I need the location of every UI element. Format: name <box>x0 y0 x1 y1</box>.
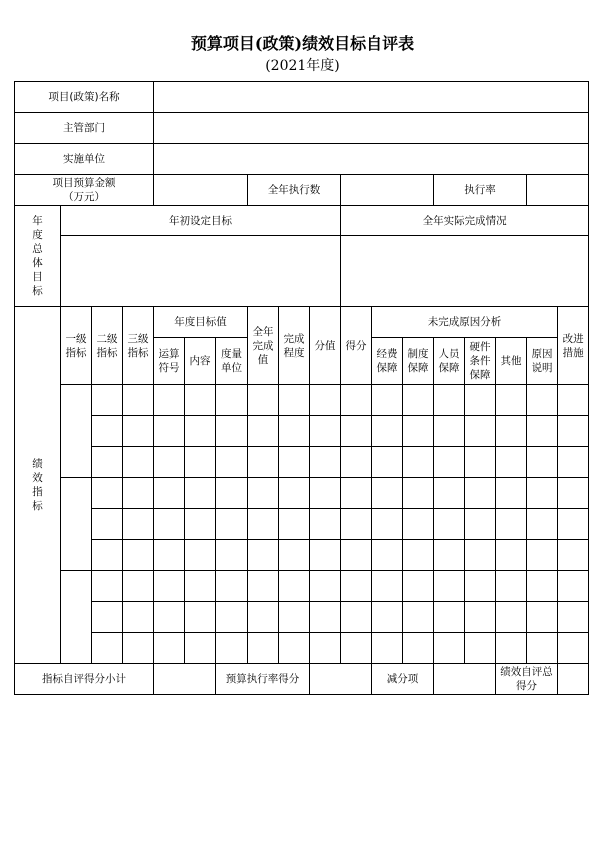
data-cell[interactable] <box>372 478 403 509</box>
performance-char: 标 <box>32 500 43 512</box>
data-cell[interactable] <box>372 602 403 633</box>
overall-goal-char: 年 <box>32 215 43 227</box>
data-cell[interactable] <box>465 633 496 664</box>
col-improvement-line: 措施 <box>562 346 584 359</box>
data-cell[interactable] <box>216 571 248 602</box>
col-reason-desc-line: 原因 <box>531 348 553 360</box>
data-cell[interactable] <box>465 447 496 478</box>
data-cell[interactable] <box>527 416 558 447</box>
data-cell[interactable] <box>216 509 248 540</box>
budget-amount-field[interactable] <box>154 175 248 206</box>
form-subtitle: (2021年度) <box>265 58 340 74</box>
evaluation-form-table <box>14 81 589 695</box>
data-cell[interactable] <box>185 416 216 447</box>
data-cell[interactable] <box>434 509 465 540</box>
performance-char: 指 <box>32 486 43 498</box>
data-cell[interactable] <box>185 447 216 478</box>
data-cell[interactable] <box>92 447 123 478</box>
data-cell[interactable] <box>465 416 496 447</box>
col-funding-line: 经费 <box>376 348 398 360</box>
col-completion-degree-line: 完成 <box>283 332 305 345</box>
data-cell[interactable] <box>434 571 465 602</box>
data-cell[interactable] <box>558 633 589 664</box>
deduction-label: 减分项 <box>372 664 434 695</box>
data-cell[interactable] <box>279 416 310 447</box>
indicator-row <box>15 385 589 416</box>
department-field[interactable] <box>154 113 589 144</box>
data-cell[interactable] <box>403 540 434 571</box>
col-system <box>403 338 434 385</box>
data-cell[interactable] <box>434 416 465 447</box>
data-cell[interactable] <box>154 385 185 416</box>
data-cell[interactable] <box>341 385 372 416</box>
data-cell[interactable] <box>310 416 341 447</box>
col-content: 内容 <box>185 338 216 385</box>
data-cell[interactable] <box>123 478 154 509</box>
data-cell[interactable] <box>372 509 403 540</box>
data-cell[interactable] <box>496 447 527 478</box>
data-cell[interactable] <box>123 602 154 633</box>
deduction-field[interactable] <box>434 664 496 695</box>
data-cell[interactable] <box>123 571 154 602</box>
performance-char: 绩 <box>32 458 43 470</box>
data-cell[interactable] <box>465 478 496 509</box>
data-cell[interactable] <box>92 385 123 416</box>
overall-goal-char: 目 <box>32 271 43 283</box>
col-reason-analysis: 未完成原因分析 <box>372 307 558 338</box>
data-cell[interactable] <box>154 602 185 633</box>
col-level2-line: 指标 <box>96 346 118 359</box>
data-cell[interactable] <box>123 416 154 447</box>
data-cell[interactable] <box>248 509 279 540</box>
department-label: 主管部门 <box>15 113 154 144</box>
data-cell[interactable] <box>92 478 123 509</box>
data-cell[interactable] <box>310 509 341 540</box>
initial-goal-field[interactable] <box>61 236 341 307</box>
level1-cell[interactable] <box>61 478 92 571</box>
col-annual-completion-line: 完成 <box>252 339 274 352</box>
level1-cell[interactable] <box>61 385 92 478</box>
col-unit-line: 单位 <box>221 362 243 374</box>
col-improvement <box>558 307 589 385</box>
col-funding-line: 保障 <box>376 362 398 374</box>
project-name-field[interactable] <box>154 82 589 113</box>
indicator-row <box>15 416 589 447</box>
data-cell[interactable] <box>248 540 279 571</box>
col-annual-completion-line: 值 <box>257 353 269 366</box>
data-cell[interactable] <box>216 540 248 571</box>
col-personnel <box>434 338 465 385</box>
data-cell[interactable] <box>527 540 558 571</box>
col-level1-indicator <box>61 307 92 385</box>
data-cell[interactable] <box>123 540 154 571</box>
data-cell[interactable] <box>279 571 310 602</box>
col-operator-line: 运算 <box>158 348 180 360</box>
total-score-label: 绩效自评总得分 <box>496 664 558 695</box>
data-cell[interactable] <box>310 385 341 416</box>
data-cell[interactable] <box>154 416 185 447</box>
data-cell[interactable] <box>92 509 123 540</box>
indicator-row <box>15 571 589 602</box>
col-level2-indicator <box>92 307 123 385</box>
col-level2-line: 二级 <box>96 332 118 345</box>
data-cell[interactable] <box>403 478 434 509</box>
col-annual-target: 年度目标值 <box>154 307 248 338</box>
overall-goal-char: 度 <box>32 229 43 241</box>
data-cell[interactable] <box>465 385 496 416</box>
footer-row <box>15 664 589 695</box>
data-cell[interactable] <box>248 602 279 633</box>
col-system-line: 制度 <box>407 348 429 360</box>
data-cell[interactable] <box>279 509 310 540</box>
col-funding <box>372 338 403 385</box>
data-cell[interactable] <box>279 447 310 478</box>
data-cell[interactable] <box>185 540 216 571</box>
data-cell[interactable] <box>527 602 558 633</box>
col-level3-line: 指标 <box>127 346 149 359</box>
col-hardware-line: 条件 <box>469 355 491 367</box>
indicator-row <box>15 447 589 478</box>
data-cell[interactable] <box>341 509 372 540</box>
total-score-field[interactable] <box>558 664 589 695</box>
data-cell[interactable] <box>248 571 279 602</box>
data-cell[interactable] <box>558 509 589 540</box>
data-cell[interactable] <box>372 416 403 447</box>
indicator-row <box>15 633 589 664</box>
col-level3-line: 三级 <box>127 332 149 345</box>
col-hardware-line: 硬件 <box>469 341 491 353</box>
data-cell[interactable] <box>185 385 216 416</box>
col-unit <box>216 338 248 385</box>
indicator-row <box>15 602 589 633</box>
overall-goal-label <box>15 206 61 307</box>
col-personnel-line: 人员 <box>438 348 460 360</box>
col-operator-line: 符号 <box>158 362 180 374</box>
data-cell[interactable] <box>341 633 372 664</box>
data-cell[interactable] <box>496 509 527 540</box>
data-cell[interactable] <box>341 602 372 633</box>
data-cell[interactable] <box>216 447 248 478</box>
col-reason-desc <box>527 338 558 385</box>
data-cell[interactable] <box>434 447 465 478</box>
data-cell[interactable] <box>558 602 589 633</box>
annual-execution-field[interactable] <box>341 175 434 206</box>
data-cell[interactable] <box>403 602 434 633</box>
indicator-row <box>15 509 589 540</box>
data-cell[interactable] <box>154 571 185 602</box>
data-cell[interactable] <box>341 447 372 478</box>
data-cell[interactable] <box>248 447 279 478</box>
initial-goal-label: 年初设定目标 <box>61 206 341 236</box>
col-other: 其他 <box>496 338 527 385</box>
data-cell[interactable] <box>372 447 403 478</box>
data-cell[interactable] <box>279 478 310 509</box>
data-cell[interactable] <box>527 478 558 509</box>
form-title: 预算项目(政策)绩效目标自评表 <box>190 34 415 53</box>
data-cell[interactable] <box>310 633 341 664</box>
budget-score-label: 预算执行率得分 <box>216 664 310 695</box>
implementing-unit-label: 实施单位 <box>15 144 154 175</box>
data-cell[interactable] <box>496 633 527 664</box>
data-cell[interactable] <box>434 478 465 509</box>
data-cell[interactable] <box>123 509 154 540</box>
overall-goal-char: 标 <box>32 285 43 297</box>
data-cell[interactable] <box>310 478 341 509</box>
performance-indicator-label <box>15 307 61 664</box>
data-cell[interactable] <box>216 385 248 416</box>
col-unit-line: 度量 <box>221 348 243 360</box>
data-cell[interactable] <box>372 571 403 602</box>
data-cell[interactable] <box>310 602 341 633</box>
execution-rate-label: 执行率 <box>434 175 527 206</box>
data-cell[interactable] <box>403 385 434 416</box>
data-cell[interactable] <box>279 633 310 664</box>
data-cell[interactable] <box>185 478 216 509</box>
col-level3-indicator <box>123 307 154 385</box>
data-cell[interactable] <box>496 571 527 602</box>
data-cell[interactable] <box>434 385 465 416</box>
data-cell[interactable] <box>496 385 527 416</box>
data-cell[interactable] <box>154 447 185 478</box>
execution-rate-field[interactable] <box>527 175 589 206</box>
col-improvement-line: 改进 <box>562 332 584 345</box>
data-cell[interactable] <box>527 571 558 602</box>
overall-goal-char: 总 <box>32 243 43 255</box>
data-cell[interactable] <box>558 447 589 478</box>
data-cell[interactable] <box>527 633 558 664</box>
data-cell[interactable] <box>279 540 310 571</box>
data-cell[interactable] <box>341 571 372 602</box>
col-annual-completion <box>248 307 279 385</box>
data-cell[interactable] <box>310 540 341 571</box>
budget-amount-label-line2: （万元） <box>63 191 105 203</box>
col-hardware <box>465 338 496 385</box>
implementing-unit-field[interactable] <box>154 144 589 175</box>
col-level1-line: 指标 <box>65 346 87 359</box>
actual-completion-field[interactable] <box>341 236 589 307</box>
data-cell[interactable] <box>434 602 465 633</box>
data-cell[interactable] <box>558 416 589 447</box>
data-cell[interactable] <box>496 602 527 633</box>
actual-completion-label: 全年实际完成情况 <box>341 206 589 236</box>
data-cell[interactable] <box>154 633 185 664</box>
data-cell[interactable] <box>185 509 216 540</box>
col-score: 得分 <box>341 307 372 385</box>
data-cell[interactable] <box>341 478 372 509</box>
col-score-value: 分值 <box>310 307 341 385</box>
data-cell[interactable] <box>496 416 527 447</box>
data-cell[interactable] <box>403 416 434 447</box>
data-cell[interactable] <box>465 602 496 633</box>
data-cell[interactable] <box>92 571 123 602</box>
data-cell[interactable] <box>310 447 341 478</box>
indicator-row <box>15 540 589 571</box>
overall-goal-char: 体 <box>32 257 43 269</box>
data-cell[interactable] <box>341 540 372 571</box>
data-cell[interactable] <box>92 540 123 571</box>
data-cell[interactable] <box>403 633 434 664</box>
data-cell[interactable] <box>310 571 341 602</box>
data-cell[interactable] <box>465 509 496 540</box>
data-cell[interactable] <box>558 385 589 416</box>
data-cell[interactable] <box>154 478 185 509</box>
data-cell[interactable] <box>527 509 558 540</box>
budget-score-field[interactable] <box>310 664 372 695</box>
data-cell[interactable] <box>216 416 248 447</box>
data-cell[interactable] <box>185 602 216 633</box>
data-cell[interactable] <box>92 416 123 447</box>
data-cell[interactable] <box>123 633 154 664</box>
budget-amount-label <box>15 175 154 206</box>
level1-cell[interactable] <box>61 571 92 664</box>
data-cell[interactable] <box>434 633 465 664</box>
data-cell[interactable] <box>123 447 154 478</box>
data-cell[interactable] <box>434 540 465 571</box>
col-reason-desc-line: 说明 <box>531 362 553 374</box>
data-cell[interactable] <box>372 540 403 571</box>
data-cell[interactable] <box>372 633 403 664</box>
col-level1-line: 一级 <box>65 332 87 345</box>
data-cell[interactable] <box>216 602 248 633</box>
col-annual-completion-line: 全年 <box>252 325 274 338</box>
data-cell[interactable] <box>185 633 216 664</box>
data-cell[interactable] <box>558 478 589 509</box>
col-personnel-line: 保障 <box>438 362 460 374</box>
data-cell[interactable] <box>558 540 589 571</box>
data-cell[interactable] <box>123 385 154 416</box>
annual-execution-label: 全年执行数 <box>248 175 341 206</box>
data-cell[interactable] <box>92 633 123 664</box>
data-cell[interactable] <box>216 633 248 664</box>
data-cell[interactable] <box>248 416 279 447</box>
data-cell[interactable] <box>465 540 496 571</box>
data-cell[interactable] <box>248 478 279 509</box>
col-completion-degree <box>279 307 310 385</box>
data-cell[interactable] <box>216 478 248 509</box>
indicator-subtotal-field[interactable] <box>154 664 216 695</box>
data-cell[interactable] <box>279 602 310 633</box>
data-cell[interactable] <box>496 478 527 509</box>
col-hardware-line: 保障 <box>469 369 491 381</box>
data-cell[interactable] <box>403 509 434 540</box>
data-cell[interactable] <box>279 385 310 416</box>
data-cell[interactable] <box>372 385 403 416</box>
data-cell[interactable] <box>248 633 279 664</box>
data-cell[interactable] <box>92 602 123 633</box>
data-cell[interactable] <box>403 447 434 478</box>
data-cell[interactable] <box>403 571 434 602</box>
performance-char: 效 <box>32 472 43 484</box>
data-cell[interactable] <box>154 509 185 540</box>
indicator-subtotal-label: 指标自评得分小计 <box>15 664 154 695</box>
data-cell[interactable] <box>185 571 216 602</box>
data-cell[interactable] <box>527 385 558 416</box>
col-completion-degree-line: 程度 <box>283 346 305 359</box>
data-cell[interactable] <box>527 447 558 478</box>
col-operator <box>154 338 185 385</box>
col-system-line: 保障 <box>407 362 429 374</box>
data-cell[interactable] <box>154 540 185 571</box>
data-cell[interactable] <box>558 571 589 602</box>
data-cell[interactable] <box>248 385 279 416</box>
project-name-label: 项目(政策)名称 <box>15 82 154 113</box>
budget-amount-label-line1: 项目预算金额 <box>52 177 116 189</box>
data-cell[interactable] <box>496 540 527 571</box>
indicator-row <box>15 478 589 509</box>
data-cell[interactable] <box>341 416 372 447</box>
data-cell[interactable] <box>465 571 496 602</box>
